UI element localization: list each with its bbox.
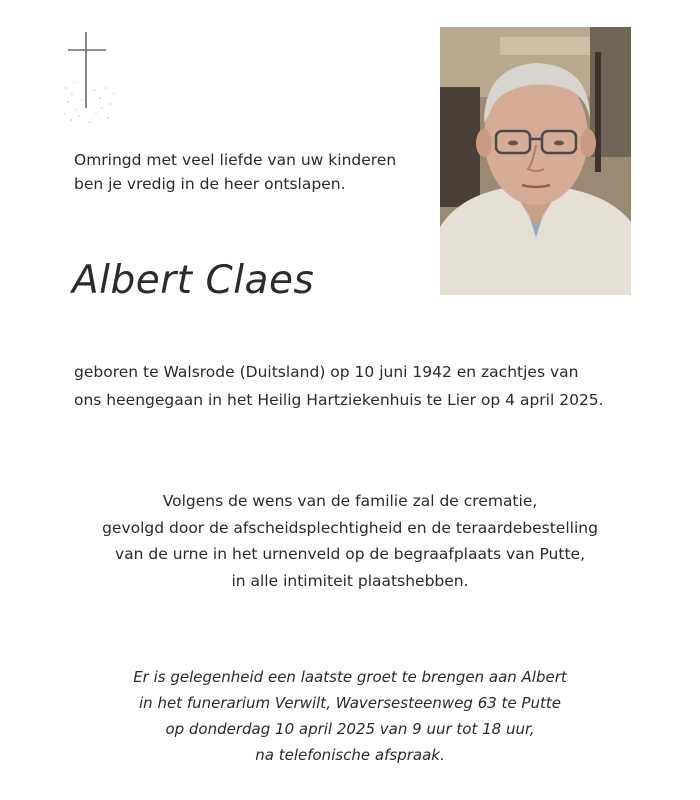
wish-line: gevolgd door de afscheidsplechtigheid en de teraardebestelling [102, 518, 598, 537]
visit-line: op donderdag 10 april 2025 van 9 uur tot 18 uur, [165, 720, 535, 738]
wish-line: Volgens de wens van de familie zal de crematie, [162, 492, 538, 510]
portrait-photo [440, 27, 631, 295]
wish-line: van de urne in het urnenveld op de begraafplaats van Putte, [115, 545, 585, 563]
visit-line: Er is gelegenheid een laatste groet te brengen aan Albert [133, 668, 567, 686]
visit-line: in het funerarium Verwilt, Waversesteenweg 63 te Putte [139, 694, 561, 712]
deceased-name: Albert Claes [72, 258, 315, 303]
cross-icon [62, 30, 118, 126]
wish-line: in alle intimiteit plaatshebben. [231, 571, 469, 590]
visit-line: na telefonische afspraak. [255, 746, 445, 764]
visitation-info [40, 664, 660, 768]
intro-text [74, 148, 434, 196]
intro-line: Omringd met veel liefde van uw kinderen [74, 151, 397, 169]
ceremony-wish [40, 488, 660, 594]
birth-line: geboren te Walsrode (Duitsland) op 10 juni 1942 en zachtjes van [74, 363, 579, 381]
birth-details [74, 358, 634, 414]
intro-line: ben je vredig in de heer ontslapen. [74, 175, 346, 193]
birth-line: ons heengegaan in het Heilig Hartziekenhuis te Lier op 4 april 2025. [74, 391, 604, 409]
